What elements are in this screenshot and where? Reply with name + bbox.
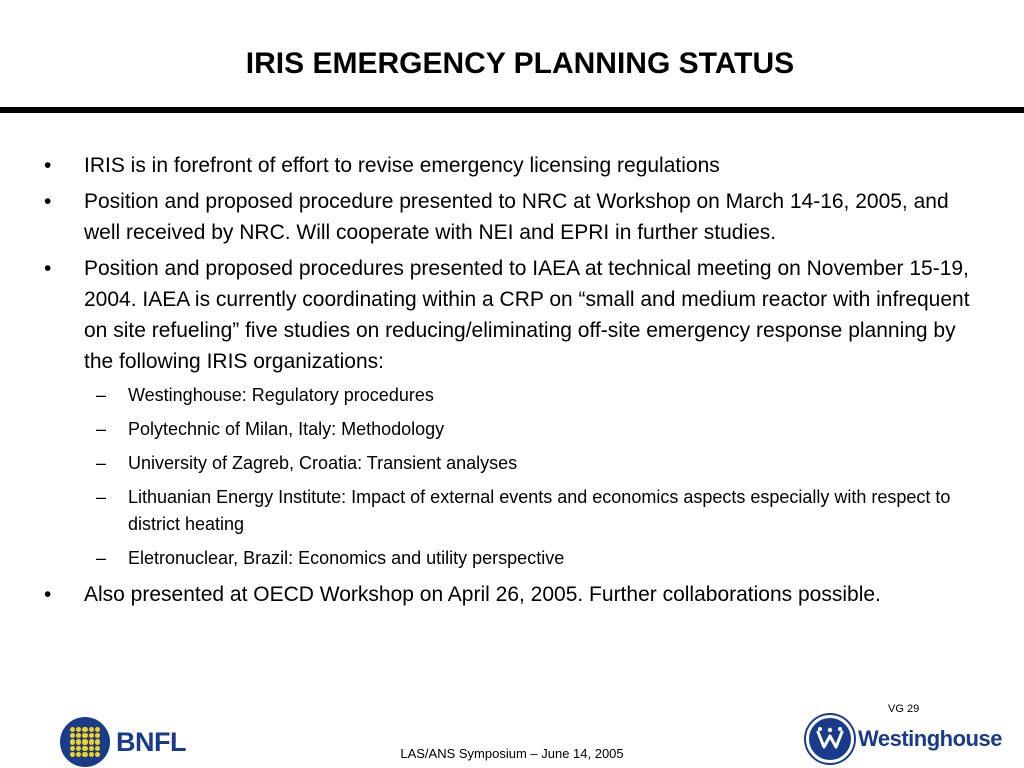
bullet-mark: • <box>44 190 52 213</box>
dash-mark: – <box>96 487 107 507</box>
bullet-mark: • <box>44 257 52 280</box>
slide-content <box>44 150 984 615</box>
sub-bullet-item <box>44 545 984 572</box>
sub-bullet-item <box>44 450 984 477</box>
bullet-item <box>44 253 984 377</box>
dash-mark: – <box>96 385 107 405</box>
bullet-text: Also presented at OECD Workshop on April 26, 2005. Further collaborations possible. <box>84 583 881 606</box>
bullet-text: Position and proposed procedure presented to NRC at Workshop on March 14-16, 2005, and well received by NRC. Will cooperate with NEI and EPRI in further studies. <box>84 190 949 244</box>
westinghouse-logo <box>806 714 1002 764</box>
bnfl-dots-icon <box>60 717 110 767</box>
sub-bullet-text: Polytechnic of Milan, Italy: Methodology <box>128 419 445 439</box>
bullet-item <box>44 150 984 181</box>
slide-number: VG 29 <box>888 703 920 715</box>
sub-bullet-text: Lithuanian Energy Institute: Impact of external events and economics aspects especially with respect to district heating <box>128 487 951 534</box>
bullet-item <box>44 186 984 248</box>
sub-bullet-text: Westinghouse: Regulatory procedures <box>128 385 434 405</box>
dash-mark: – <box>96 548 107 568</box>
title-divider <box>0 107 1024 113</box>
dash-mark: – <box>96 419 107 439</box>
slide-title: IRIS EMERGENCY PLANNING STATUS <box>245 47 795 80</box>
bullet-text: Position and proposed procedures presented to IAEA at technical meeting on November 15-19, 2004. IAEA is currently coordinating within a CRP on “small and medium reactor with infrequent on site refueling” five studies on reducing/eliminating off-site emergency response planning by the following IRIS organizations: <box>84 257 970 373</box>
sub-bullet-list <box>44 382 984 572</box>
footer-text: LAS/ANS Symposium – June 14, 2005 <box>400 746 624 761</box>
bnfl-logo <box>60 717 186 767</box>
dash-mark: – <box>96 453 107 473</box>
sub-bullet-item <box>44 484 984 538</box>
bullet-item <box>44 579 984 610</box>
westinghouse-logo-text: Westinghouse <box>858 726 1002 751</box>
sub-bullet-item <box>44 382 984 409</box>
bnfl-logo-text: BNFL <box>116 726 186 757</box>
sub-bullet-text: University of Zagreb, Croatia: Transient analyses <box>128 453 518 473</box>
westinghouse-w-icon <box>806 715 854 763</box>
sub-bullet-item <box>44 416 984 443</box>
bullet-text: IRIS is in forefront of effort to revise emergency licensing regulations <box>84 154 720 177</box>
bullet-mark: • <box>44 154 52 177</box>
sub-bullet-text: Eletronuclear, Brazil: Economics and utility perspective <box>128 548 565 568</box>
bullet-mark: • <box>44 583 52 606</box>
